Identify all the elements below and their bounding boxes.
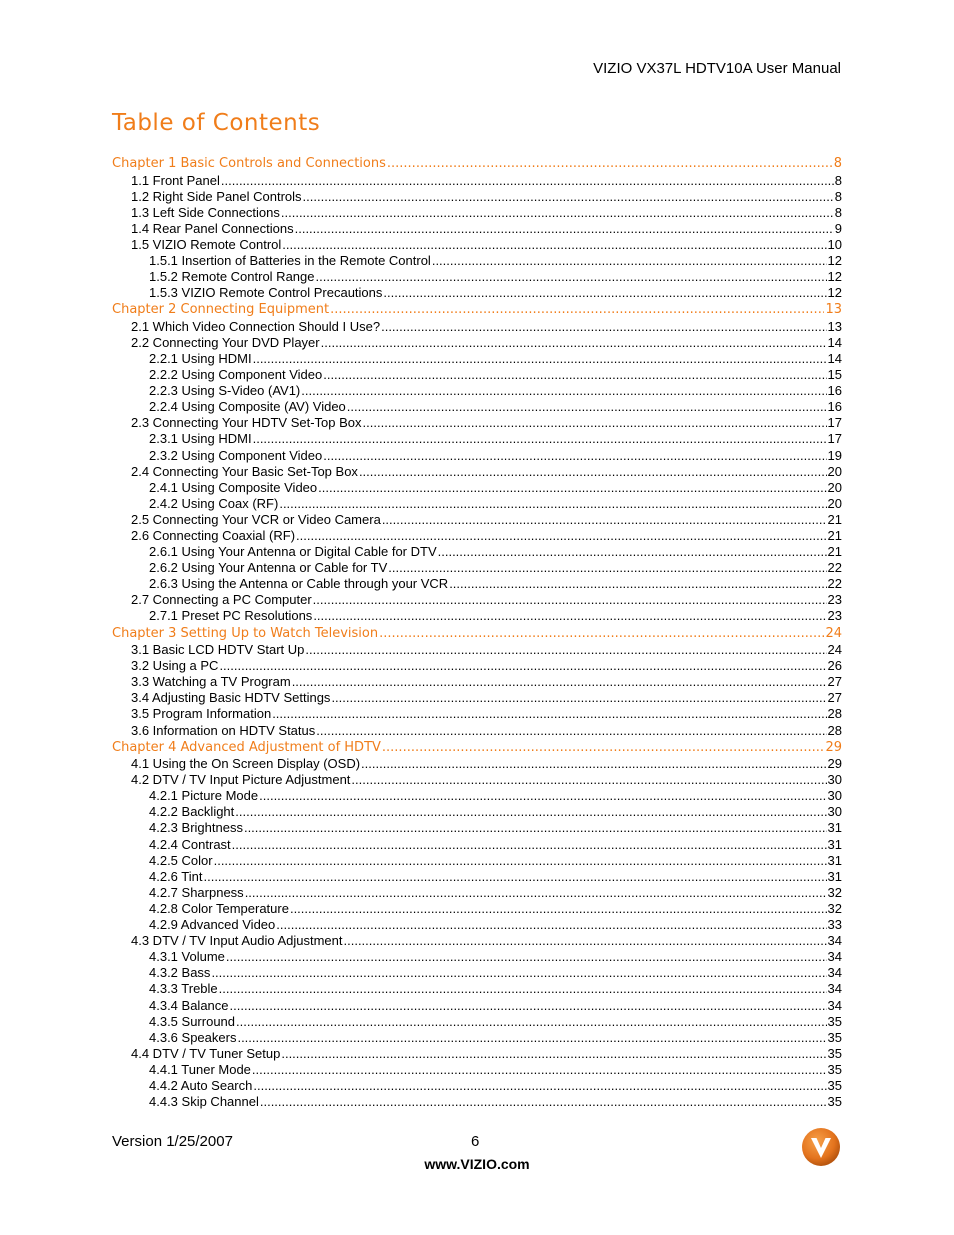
toc-entry-title: 4.2.5 Color [149,852,213,868]
toc-entry-page: 32 [827,900,842,916]
toc-entry-title: 4.2.1 Picture Mode [149,788,259,804]
toc-entry-page: 21 [827,544,842,560]
toc-entry-page: 32 [827,884,842,900]
toc-chapter-entry[interactable] [112,301,842,319]
toc-entry[interactable] [112,869,842,885]
toc-dot-leader [318,480,826,496]
toc-entry-page: 12 [827,285,842,301]
toc-entry-page: 24 [827,642,842,658]
toc-entry-page: 15 [827,367,842,383]
toc-entry-title: 3.4 Adjusting Basic HDTV Settings [131,690,331,706]
toc-dot-leader [305,642,826,658]
toc-dot-leader [235,804,826,820]
toc-entry[interactable] [112,285,842,301]
toc-entry-title: Chapter 3 Setting Up to Watch Television [112,625,379,641]
toc-entry-title: 2.2.3 Using S-Video (AV1) [149,383,301,399]
toc-entry-title: 4.2.9 Advanced Video [149,917,276,933]
toc-entry-page: 23 [827,608,842,624]
toc-entry-title: 2.4 Connecting Your Basic Set-Top Box [131,463,358,479]
toc-dot-leader [245,885,827,901]
toc-entry-page: 13 [825,302,842,318]
toc-dot-leader [301,383,826,399]
toc-entry[interactable] [112,1094,842,1110]
toc-entry-title: 2.1 Which Video Connection Should I Use? [131,318,381,334]
toc-entry-page: 16 [827,383,842,399]
toc-entry[interactable] [112,949,842,965]
toc-entry-page: 29 [825,739,842,755]
toc-entry-page: 20 [827,479,842,495]
toc-entry[interactable] [112,837,842,853]
toc-dot-leader [331,690,826,706]
toc-entry-page: 35 [827,1045,842,1061]
toc-dot-leader [383,285,826,301]
toc-entry-page: 35 [827,1061,842,1077]
toc-entry-page: 8 [834,172,842,188]
toc-entry[interactable] [112,804,842,820]
toc-entry-title: 2.7.1 Preset PC Resolutions [149,608,313,624]
toc-dot-leader [382,739,825,757]
toc-dot-leader [321,335,827,351]
toc-dot-leader [313,592,827,608]
toc-dot-leader [237,1030,826,1046]
toc-dot-leader [214,853,827,869]
toc-dot-leader [226,949,827,965]
toc-entry-page: 8 [834,188,842,204]
toc-entry-title: 4.4.2 Auto Search [149,1077,253,1093]
toc-entry-page: 27 [827,674,842,690]
toc-entry[interactable] [112,1062,842,1078]
toc-entry-page: 23 [827,592,842,608]
toc-entry-title: 4.2.2 Backlight [149,804,235,820]
toc-entry[interactable] [112,480,842,496]
toc-entry-page: 13 [827,318,842,334]
toc-entry-title: 4.2 DTV / TV Input Picture Adjustment [131,772,351,788]
toc-entry[interactable] [112,756,842,772]
toc-entry[interactable] [112,335,842,351]
toc-entry-page: 30 [827,772,842,788]
toc-dot-leader [236,1014,827,1030]
toc-entry[interactable] [112,464,842,480]
toc-dot-leader [351,772,826,788]
toc-entry[interactable] [112,576,842,592]
toc-entry[interactable] [112,512,842,528]
toc-dot-leader [347,399,827,415]
toc-entry-title: 4.3 DTV / TV Input Audio Adjustment [131,933,343,949]
toc-entry-title: 4.3.5 Surround [149,1013,236,1029]
vizio-v-logo-icon [801,1127,841,1167]
toc-entry-title: 2.6.1 Using Your Antenna or Digital Cable for DTV [149,544,437,560]
toc-dot-leader [230,998,827,1014]
toc-entry-page: 14 [827,350,842,366]
toc-dot-leader [387,155,833,173]
toc-dot-leader [330,301,824,319]
toc-dot-leader [432,253,827,269]
toc-dot-leader [281,205,834,221]
toc-entry[interactable] [112,560,842,576]
toc-entry-page: 14 [827,334,842,350]
toc-dot-leader [438,544,827,560]
toc-entry-title: 2.3.2 Using Component Video [149,447,323,463]
toc-entry-page: 12 [827,252,842,268]
toc-entry-page: 28 [827,706,842,722]
toc-entry-title: 1.5.1 Insertion of Batteries in the Remote Control [149,252,431,268]
toc-entry-title: 4.2.7 Sharpness [149,884,244,900]
toc-entry[interactable] [112,221,842,237]
toc-entry-title: 4.2.3 Brightness [149,820,243,836]
toc-entry-title: 1.5.3 VIZIO Remote Control Precautions [149,285,383,301]
toc-dot-leader [381,319,826,335]
toc-dot-leader [244,820,827,836]
toc-entry[interactable] [112,399,842,415]
toc-entry-page: 31 [827,820,842,836]
toc-entry-title: 4.1 Using the On Screen Display (OSD) [131,756,361,772]
toc-entry-page: 22 [827,560,842,576]
toc-dot-leader [272,706,826,722]
toc-heading: Table of Contents [112,110,321,136]
toc-entry-page: 30 [827,788,842,804]
toc-entry-page: 35 [827,1094,842,1110]
footer-version: Version 1/25/2007 [112,1133,233,1150]
toc-entry[interactable] [112,319,842,335]
toc-entry[interactable] [112,367,842,383]
toc-entry[interactable] [112,642,842,658]
toc-entry[interactable] [112,269,842,285]
page-number: 6 [471,1133,480,1150]
toc-entry[interactable] [112,592,842,608]
toc-dot-leader [361,756,826,772]
toc-entry-title: 4.4.1 Tuner Mode [149,1061,251,1077]
toc-entry-page: 20 [827,495,842,511]
toc-entry-page: 28 [827,722,842,738]
toc-entry[interactable] [112,528,842,544]
toc-entry-title: 4.3.2 Bass [149,965,211,981]
toc-dot-leader [276,917,826,933]
toc-entry-title: 4.3.3 Treble [149,981,218,997]
toc-dot-leader [313,608,826,624]
toc-dot-leader [232,837,827,853]
toc-entry-page: 12 [827,269,842,285]
toc-entry-page: 34 [827,949,842,965]
toc-entry[interactable] [112,1046,842,1062]
toc-entry-title: Chapter 4 Advanced Adjustment of HDTV [112,739,381,755]
toc-dot-leader [295,221,834,237]
toc-entry[interactable] [112,723,842,739]
toc-entry-title: 4.2.4 Contrast [149,836,231,852]
toc-entry[interactable] [112,415,842,431]
toc-dot-leader [382,512,827,528]
toc-entry[interactable] [112,933,842,949]
toc-entry-title: Chapter 2 Connecting Equipment [112,302,330,318]
toc-entry-title: 3.3 Watching a TV Program [131,674,291,690]
toc-entry[interactable] [112,544,842,560]
toc-dot-leader [211,965,826,981]
toc-entry[interactable] [112,706,842,722]
toc-entry-page: 27 [827,690,842,706]
toc-dot-leader [292,674,827,690]
toc-entry[interactable] [112,917,842,933]
toc-entry-page: 34 [827,997,842,1013]
table-of-contents [112,155,842,1110]
toc-entry-page: 24 [825,625,842,641]
toc-entry[interactable] [112,853,842,869]
document-header-title: VIZIO VX37L HDTV10A User Manual [593,60,841,77]
toc-entry-title: 1.3 Left Side Connections [131,204,280,220]
toc-entry-page: 8 [833,156,842,171]
toc-entry-title: 3.1 Basic LCD HDTV Start Up [131,642,305,658]
toc-entry-page: 9 [834,220,842,236]
toc-entry-page: 26 [827,658,842,674]
toc-chapter-entry[interactable] [112,155,842,173]
toc-dot-leader [252,1062,827,1078]
toc-dot-leader [316,723,826,739]
toc-entry[interactable] [112,674,842,690]
toc-dot-leader [260,1094,827,1110]
toc-dot-leader [259,788,826,804]
toc-chapter-entry[interactable] [112,625,842,643]
toc-entry[interactable] [112,885,842,901]
toc-entry[interactable] [112,448,842,464]
toc-dot-leader [279,496,826,512]
toc-entry-title: 2.3.1 Using HDMI [149,431,252,447]
toc-entry-page: 31 [827,868,842,884]
toc-entry-page: 21 [827,511,842,527]
toc-entry[interactable] [112,981,842,997]
toc-entry-title: 1.1 Front Panel [131,172,220,188]
toc-entry[interactable] [112,820,842,836]
toc-dot-leader [315,269,826,285]
toc-dot-leader [323,448,826,464]
toc-entry[interactable] [112,998,842,1014]
toc-entry-page: 19 [827,447,842,463]
toc-entry-title: 2.2 Connecting Your DVD Player [131,334,320,350]
toc-entry-title: 3.2 Using a PC [131,658,219,674]
toc-entry-title: 2.4.1 Using Composite Video [149,479,318,495]
toc-entry-page: 17 [827,415,842,431]
toc-entry[interactable] [112,205,842,221]
toc-entry[interactable] [112,1014,842,1030]
toc-entry-page: 16 [827,399,842,415]
toc-entry-page: 35 [827,1077,842,1093]
toc-entry-page: 10 [827,236,842,252]
toc-entry[interactable] [112,189,842,205]
toc-entry-page: 21 [827,527,842,543]
toc-dot-leader [253,351,827,367]
toc-entry-title: Chapter 1 Basic Controls and Connections [112,156,386,171]
toc-entry[interactable] [112,496,842,512]
toc-entry-page: 8 [834,204,842,220]
toc-entry[interactable] [112,690,842,706]
toc-entry-title: 4.3.1 Volume [149,949,225,965]
toc-entry-page: 17 [827,431,842,447]
toc-entry-title: 2.5 Connecting Your VCR or Video Camera [131,511,381,527]
toc-dot-leader [253,431,827,447]
toc-dot-leader [344,933,827,949]
toc-entry-title: 2.4.2 Using Coax (RF) [149,495,279,511]
toc-entry[interactable] [112,237,842,253]
toc-dot-leader [203,869,826,885]
toc-dot-leader [388,560,826,576]
toc-entry-page: 22 [827,576,842,592]
toc-entry-title: 4.2.8 Color Temperature [149,900,289,916]
toc-entry-title: 4.3.4 Balance [149,997,229,1013]
toc-entry-title: 2.3 Connecting Your HDTV Set-Top Box [131,415,362,431]
toc-entry-page: 20 [827,463,842,479]
toc-entry-page: 29 [827,756,842,772]
toc-entry-title: 2.2.2 Using Component Video [149,367,323,383]
toc-entry-title: 1.4 Rear Panel Connections [131,220,294,236]
toc-entry[interactable] [112,608,842,624]
toc-entry-page: 33 [827,917,842,933]
toc-entry-title: 2.7 Connecting a PC Computer [131,592,312,608]
toc-dot-leader [290,901,827,917]
toc-entry[interactable] [112,383,842,399]
toc-entry-title: 4.4.3 Skip Channel [149,1094,259,1110]
toc-dot-leader [363,415,827,431]
toc-entry[interactable] [112,788,842,804]
toc-entry[interactable] [112,173,842,189]
toc-entry-page: 31 [827,836,842,852]
toc-entry-title: 4.2.6 Tint [149,868,203,884]
toc-entry-title: 1.5 VIZIO Remote Control [131,236,282,252]
toc-dot-leader [379,625,824,643]
toc-entry-title: 1.5.2 Remote Control Range [149,269,315,285]
toc-entry[interactable] [112,431,842,447]
footer-url[interactable]: www.VIZIO.com [424,1156,530,1172]
toc-dot-leader [323,367,826,383]
toc-entry[interactable] [112,1078,842,1094]
toc-entry-page: 34 [827,981,842,997]
toc-entry-title: 3.5 Program Information [131,706,272,722]
toc-dot-leader [281,1046,826,1062]
toc-entry-title: 2.6 Connecting Coaxial (RF) [131,527,296,543]
toc-entry[interactable] [112,658,842,674]
toc-entry-page: 34 [827,965,842,981]
toc-dot-leader [296,528,827,544]
toc-entry-title: 3.6 Information on HDTV Status [131,722,316,738]
toc-dot-leader [359,464,827,480]
toc-entry-title: 2.6.3 Using the Antenna or Cable through your VCR [149,576,449,592]
toc-entry[interactable] [112,253,842,269]
toc-entry-page: 31 [827,852,842,868]
toc-entry-title: 2.2.4 Using Composite (AV) Video [149,399,346,415]
toc-entry[interactable] [112,351,842,367]
toc-entry-title: 4.3.6 Speakers [149,1029,237,1045]
toc-entry[interactable] [112,1030,842,1046]
toc-entry-page: 35 [827,1013,842,1029]
toc-dot-leader [219,981,827,997]
toc-entry[interactable] [112,772,842,788]
toc-entry-title: 4.4 DTV / TV Tuner Setup [131,1045,281,1061]
toc-entry-page: 34 [827,933,842,949]
toc-dot-leader [282,237,826,253]
toc-entry-page: 30 [827,804,842,820]
toc-entry[interactable] [112,965,842,981]
toc-entry[interactable] [112,901,842,917]
toc-chapter-entry[interactable] [112,739,842,757]
toc-dot-leader [219,658,826,674]
toc-entry-title: 2.6.2 Using Your Antenna or Cable for TV [149,560,388,576]
toc-dot-leader [253,1078,826,1094]
toc-dot-leader [449,576,826,592]
toc-entry-page: 35 [827,1029,842,1045]
toc-entry-title: 1.2 Right Side Panel Controls [131,188,302,204]
toc-entry-title: 2.2.1 Using HDMI [149,350,252,366]
toc-dot-leader [303,189,834,205]
toc-dot-leader [221,173,834,189]
